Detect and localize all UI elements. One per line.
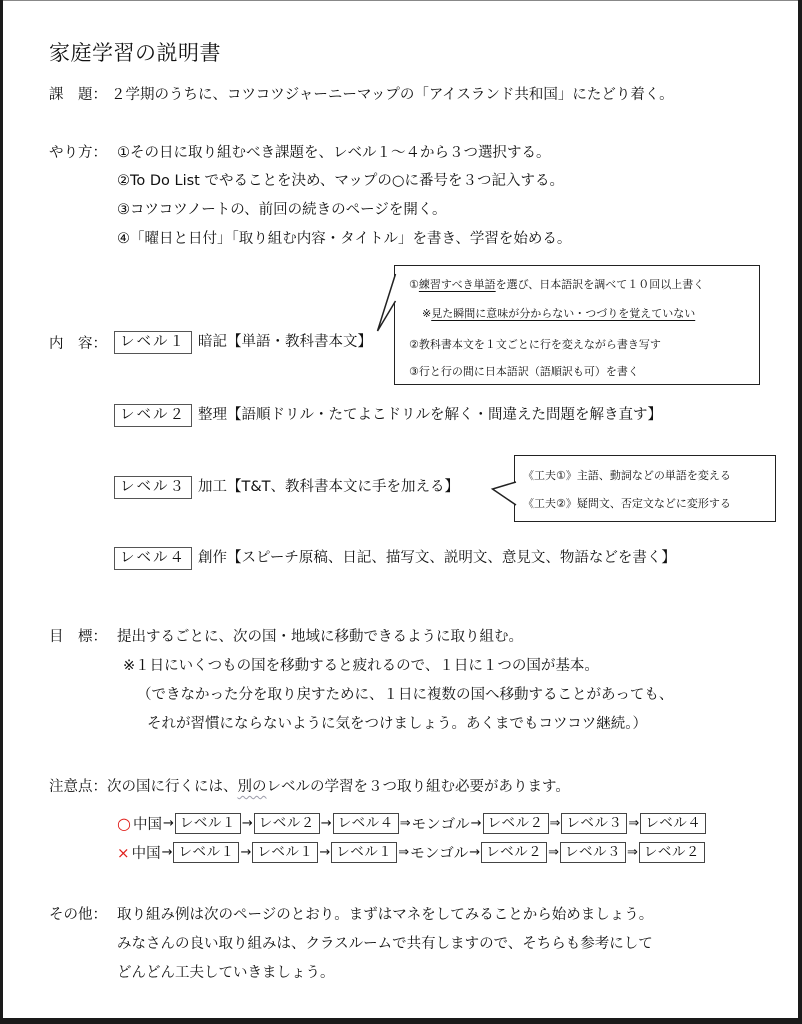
naiyou-label: 内 容： xyxy=(49,336,107,352)
mokuhyou-line-2: ※１日にいくつもの国を移動すると疲れるので、１日に１つの国が基本。 xyxy=(123,658,599,674)
seq-level-box: レベル２ xyxy=(481,842,547,863)
seq-level-box: レベル２ xyxy=(254,813,320,834)
arrow-icon: → xyxy=(469,845,481,860)
arrow-icon: → xyxy=(319,845,331,860)
callout1-line-3: ②教科書本文を１文ごとに行を変えながら書き写す xyxy=(409,338,661,351)
cross-mark-icon: × xyxy=(117,843,130,862)
double-arrow-icon: ⇒ xyxy=(548,845,560,860)
level-1-callout xyxy=(394,265,760,385)
arrow-icon: → xyxy=(240,845,252,860)
arrow-icon: → xyxy=(470,816,482,831)
level-4-row xyxy=(114,547,676,570)
callout3-line-1: 《工夫①》主語、動詞などの単語を変える xyxy=(523,469,731,482)
mokuhyou-line-4: それが習慣にならないように気をつけましょう。あくまでもコツコツ継続。） xyxy=(147,716,647,732)
level-4-text: 創作【スピーチ原稿、日記、描写文、説明文、意見文、物語などを書く】 xyxy=(198,550,676,566)
page-title: 家庭学習の説明書 xyxy=(49,41,221,65)
kadai-text: ２学期のうちに、コツコツジャーニーマップの「アイスランド共和国」にたどり着く。 xyxy=(111,87,674,103)
level-1-row xyxy=(114,331,372,354)
circle-mark-icon: ○ xyxy=(117,814,131,833)
level-2-text: 整理【語順ドリル・たてよこドリルを解く・間違えた問題を解き直す】 xyxy=(198,407,662,423)
seq-start: 中国 xyxy=(131,846,161,862)
kadai-row xyxy=(49,85,674,105)
arrow-icon: → xyxy=(241,816,253,831)
level-3-text: 加工【T&T、教科書本文に手を加える】 xyxy=(198,479,460,495)
seq-level-box: レベル４ xyxy=(333,813,399,834)
seq-level-box: レベル２ xyxy=(639,842,705,863)
good-example-sequence xyxy=(117,813,706,834)
seq-level-box: レベル４ xyxy=(640,813,706,834)
yarikata-step-3: ③コツコツノートの、前回の続きのページを開く。 xyxy=(117,202,447,218)
level-3-callout xyxy=(514,455,776,522)
level-2-badge: レベル２ xyxy=(114,404,192,427)
level-1-text: 暗記【単語・教科書本文】 xyxy=(198,334,372,350)
sonota-line-2: みなさんの良い取り組みは、クラスルームで共有しますので、そちらも参考にして xyxy=(117,936,653,952)
seq-mid-country: モンゴル xyxy=(411,817,470,833)
chuuiten-label: 注意点： xyxy=(49,779,107,795)
double-arrow-icon: ⇒ xyxy=(549,816,561,831)
chuuiten-row: 注意点：次の国に行くには、別のレベルの学習を３つ取り組む必要があります。 xyxy=(49,779,570,795)
sonota-label: その他： xyxy=(49,907,107,923)
seq-level-box: レベル２ xyxy=(483,813,549,834)
seq-level-box: レベル１ xyxy=(175,813,241,834)
sonota-line-3: どんどん工夫していきましょう。 xyxy=(117,965,335,981)
level-1-badge: レベル１ xyxy=(114,331,192,354)
mokuhyou-line-3: （できなかった分を取り戻すために、１日に複数の国へ移動することがあっても、 xyxy=(137,687,674,703)
callout3-line-2: 《工夫②》疑問文、否定文などに変形する xyxy=(523,497,731,510)
document-page xyxy=(3,0,798,1018)
level-3-row xyxy=(114,476,459,499)
level-3-badge: レベル３ xyxy=(114,476,192,499)
yarikata-step-2: ②To Do List でやることを決め、マップの○に番号を３つ記入する。 xyxy=(117,173,564,189)
mokuhyou-line-1: 提出するごとに、次の国・地域に移動できるように取り組む。 xyxy=(117,629,523,645)
callout1-line-1: ①練習すべき単語を選び、日本語訳を調べて１０回以上書く xyxy=(409,278,705,291)
double-arrow-icon: ⇒ xyxy=(628,816,640,831)
wavy-emphasis: 別の xyxy=(237,779,267,795)
callout3-tail-icon xyxy=(492,479,518,509)
sonota-line-1: 取り組み例は次のページのとおり。まずはマネをしてみることから始めましょう。 xyxy=(117,907,654,923)
seq-start: 中国 xyxy=(132,817,162,833)
seq-mid-country: モンゴル xyxy=(410,846,469,862)
kadai-label: 課 題： xyxy=(49,87,107,103)
seq-level-box: レベル１ xyxy=(173,842,239,863)
yarikata-step-1: ①その日に取り組むべき課題を、レベル１～４から３つ選択する。 xyxy=(117,145,551,161)
double-arrow-icon: ⇒ xyxy=(398,845,410,860)
level-4-badge: レベル４ xyxy=(114,547,192,570)
seq-level-box: レベル１ xyxy=(252,842,318,863)
bad-example-sequence xyxy=(117,842,705,863)
callout1-tail-icon xyxy=(377,269,399,339)
double-arrow-icon: ⇒ xyxy=(399,816,411,831)
yarikata-label: やり方： xyxy=(49,145,107,161)
callout1-line-4: ③行と行の間に日本語訳（語順訳も可）を書く xyxy=(409,365,639,378)
level-2-row xyxy=(114,404,662,427)
seq-level-box: レベル１ xyxy=(331,842,397,863)
arrow-icon: → xyxy=(162,816,174,831)
arrow-icon: → xyxy=(161,845,173,860)
mokuhyou-label: 目 標： xyxy=(49,629,107,645)
double-arrow-icon: ⇒ xyxy=(627,845,638,860)
callout1-line-2: ※見た瞬間に意味が分からない・つづりを覚えていない xyxy=(422,307,696,320)
arrow-icon: → xyxy=(320,816,332,831)
seq-level-box: レベル３ xyxy=(561,813,627,834)
seq-level-box: レベル３ xyxy=(560,842,626,863)
yarikata-step-4: ④「曜日と日付」「取り組む内容・タイトル」を書き、学習を始める。 xyxy=(117,231,572,247)
